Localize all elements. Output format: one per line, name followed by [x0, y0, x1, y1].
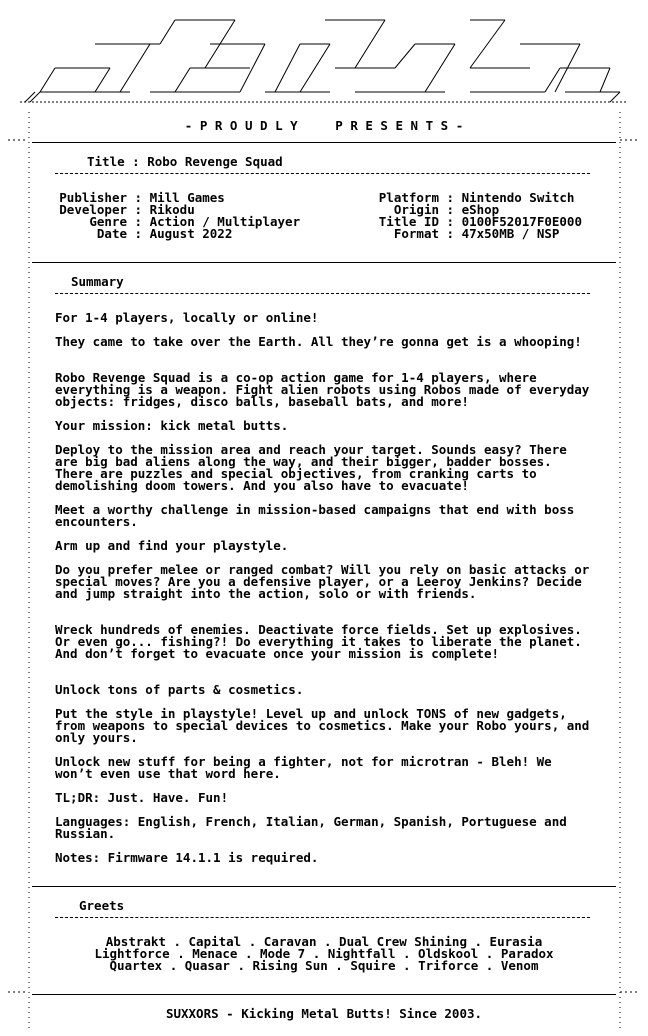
summary-paragraph: They came to take over the Earth. All they’re gonna get is a whooping!: [55, 334, 582, 349]
info-label: Publisher: [59, 190, 127, 205]
info-label: Origin: [393, 202, 439, 217]
divider: [32, 886, 616, 887]
summary-paragraph: Notes: Firmware 14.1.1 is required.: [55, 850, 319, 865]
info-label: Format: [393, 226, 439, 241]
summary-paragraph: Your mission: kick metal butts.: [55, 418, 289, 433]
info-label: Developer: [59, 202, 127, 217]
greets-heading: Greets: [79, 898, 125, 913]
dashed-divider: [55, 917, 590, 918]
summary-paragraph: Unlock tons of parts & cosmetics.: [55, 682, 304, 697]
info-value: 47x50MB / NSP: [461, 226, 560, 241]
footer-tagline: SUXXORS - Kicking Metal Butts! Since 2003.: [165, 1006, 483, 1021]
summary-paragraph: Arm up and find your playstyle.: [55, 538, 289, 553]
frame-left: [25, 112, 33, 1032]
greets-line: Lightforce . Menace . Mode 7 . Nightfall . Oldskool . Paradox: [94, 946, 554, 961]
info-value: eShop: [461, 202, 500, 217]
summary-heading: Summary: [71, 274, 124, 289]
summary-paragraph: Do you prefer melee or ranged combat? Will you rely on basic attacks or special moves? Are you a defensive player, or a Leeroy Jenkins? Decide and jump straight into the action, solo or with friends.: [55, 562, 590, 601]
info-right-format: Format : 47x50MB / NSP: [375, 228, 559, 240]
info-label: Platform: [378, 190, 439, 205]
presents-banner: - P R O U D L Y P R E S E N T S -: [184, 118, 464, 133]
summary-paragraph: For 1-4 players, locally or online!: [55, 310, 319, 325]
divider: [32, 994, 616, 995]
group-ascii-logo: [0, 0, 648, 112]
frame-right: [616, 112, 624, 1032]
info-value: Nintendo Switch: [461, 190, 575, 205]
info-right-platform: Platform : Nintendo Switch: [375, 192, 574, 204]
info-left-date: Date : August 2022: [55, 228, 232, 240]
greets-line: Abstrakt . Capital . Caravan . Dual Crew Shining . Eurasia: [105, 934, 543, 949]
summary-paragraph: Put the style in playstyle! Level up and unlock TONS of new gadgets, from weapons to special devices to cosmetics. Make your Robo yours, and only yours.: [55, 706, 590, 745]
divider: [32, 142, 616, 143]
corner-dots-top-right: [620, 136, 640, 144]
corner-dots-bottom-left: [8, 988, 28, 996]
info-label: Date: [96, 226, 127, 241]
summary-paragraph: Meet a worthy challenge in mission-based campaigns that end with boss encounters.: [55, 502, 575, 529]
summary-paragraph: Languages: English, French, Italian, German, Spanish, Portuguese and Russian.: [55, 814, 567, 841]
greets-line: Quartex . Quasar . Rising Sun . Squire . Triforce . Venom: [109, 958, 539, 973]
summary-paragraph: Deploy to the mission area and reach your target. Sounds easy? There are big bad aliens along the way, and their bigger, badder bosses. There are puzzles and special objectives, from cranking carts to demolishing doom towers. And you also have to evacuate!: [55, 442, 567, 493]
info-value: Rikodu: [149, 202, 195, 217]
corner-dots-top-left: [8, 136, 28, 144]
summary-paragraph: Wreck hundreds of enemies. Deactivate force fields. Set up explosives. Or even go... fishing?! Do everything it takes to liberate the planet. And don’t forget to evacuate once your mission is complete!: [55, 622, 582, 661]
info-value: August 2022: [149, 226, 233, 241]
title-label: Title: [87, 154, 125, 169]
info-value: Mill Games: [149, 190, 225, 205]
corner-dots-bottom-right: [620, 988, 640, 996]
info-value: 0100F52017F0E000: [461, 214, 582, 229]
divider: [32, 262, 616, 263]
info-left-publisher: Publisher : Mill Games: [55, 192, 225, 204]
title-line: Title : Robo Revenge Squad: [87, 154, 283, 169]
info-left-genre: Genre : Action / Multiplayer: [55, 216, 300, 228]
info-right-origin: Origin : eShop: [375, 204, 499, 216]
dashed-divider: [55, 293, 590, 294]
summary-paragraph: Unlock new stuff for being a fighter, not for microtran - Bleh! We won’t even use that word here.: [55, 754, 552, 781]
title-value: Robo Revenge Squad: [147, 154, 283, 169]
dashed-divider: [55, 173, 590, 174]
summary-paragraph: TL;DR: Just. Have. Fun!: [55, 790, 229, 805]
info-label: Genre: [89, 214, 127, 229]
info-value: Action / Multiplayer: [149, 214, 301, 229]
summary-paragraph: Robo Revenge Squad is a co-op action game for 1-4 players, where everything is a weapon. Fight alien robots using Robos made of everyday objects: fridges, disco balls, baseball bats, and more!: [55, 370, 590, 409]
info-label: Title ID: [378, 214, 439, 229]
info-right-title-id: Title ID : 0100F52017F0E000: [375, 216, 582, 228]
info-left-developer: Developer : Rikodu: [55, 204, 195, 216]
